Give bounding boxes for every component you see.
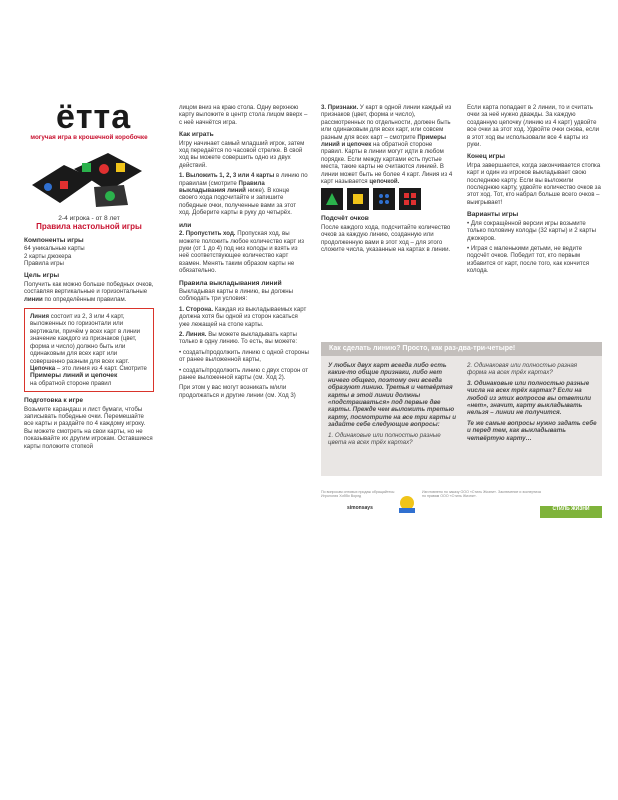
- prep-continued: лицом вниз на краю стола. Одну верхнюю карту выложите в центр стола лицом вверх – с неё начнётся игра.: [179, 104, 308, 126]
- or-label: или: [179, 221, 192, 229]
- svg-text:simonsays: simonsays: [347, 505, 373, 510]
- goal-text: Получить как можно больше победных очков, составляя вертикальные и горизонтальные линии по определённым правилам.: [24, 280, 154, 303]
- variant-item: • Играя с маленькими детьми, не ведите подсчёт очков. Победит тот, кто первым избавится от карт, после того, как кончится колода.: [467, 245, 602, 275]
- column-4: [467, 104, 602, 278]
- rule-features: 3. Признаки. У карт в одной линии каждый из признаков (цвет, форма и число), рассмотренных по отдельности, должен быть или одинаковым для всех карт, или совсем разным для всех карт – смотрите Примеры линий и цепочек на обратной стороне правил. Карты в линии могут идти в любом порядке. Если между картами есть пустые места, такие карты не считаются линией. В линии может быть не более 4 карт. Линия из 4 карт называется цепочкой.: [321, 104, 453, 186]
- tagline: могучая игра в крошечной коробочке: [30, 134, 148, 141]
- prep-heading: Подготовка к игре: [24, 397, 84, 405]
- line-rules-text: Выкладывая карты в линию, вы должны соблюдать три условия:: [179, 287, 294, 303]
- footer-legal: Изготовлено по заказу ООО «Стиль Жизни». Заключение и экспертиза по правам ООО «Стиль Жизни».: [422, 490, 541, 499]
- game-box-illustration: [24, 145, 152, 209]
- rule-line-bullet: • создать/продолжить линию с одной стороны от ранее выложенной карты,: [179, 349, 309, 364]
- goal-heading: Цель игры: [24, 272, 60, 280]
- mascot-logo: [395, 494, 419, 514]
- how-to-make-line-banner: Как сделать линию? Просто, как раз-два-три-четыре!: [321, 342, 602, 356]
- scoring-text: После каждого хода, подсчитайте количество очков за каждую линию, созданную или продолженную вами в этот ход – для этого сложите числа, указанные на картах в линии.: [321, 223, 451, 254]
- card-icon: [399, 188, 421, 210]
- components-item: 2 карты джокера: [24, 252, 72, 260]
- column-1: [24, 100, 154, 453]
- variants-heading: Варианты игры: [467, 211, 519, 219]
- how-to-play-text: Игру начинает самый младший игрок, затем ход передаётся по часовой стрелке. В свой ход вы можете совершить одно из двух действий.: [179, 139, 305, 169]
- column-2: [179, 104, 309, 402]
- scoring-continued: Если карта попадает в 2 линии, то и считать очки за неё нужно дважды. За каждую созданную цепочку (линию из 4 карт) удвойте все очки за этот ход. Удвойте очки снова, если в этот ход вы использовали все 4 карты из руки.: [467, 104, 600, 149]
- components-heading: Компоненты игры: [24, 236, 84, 244]
- simonsays-logo: [347, 494, 389, 510]
- scoring-heading: Подсчёт очков: [321, 215, 369, 223]
- rule-line-end: При этом у вас могут возникать м/или продолжаться и другие линии (см. Ход 3): [179, 384, 296, 399]
- components-item: 64 уникальные карты: [24, 245, 85, 253]
- rules-title: Правила настольной игры: [36, 222, 142, 232]
- card-icons: [321, 188, 455, 210]
- examples-ref: Примеры линий и цепочек: [30, 372, 118, 380]
- prep-text: Возьмите карандаш и лист бумаги, чтобы записывать победные очки. Перемешайте все карты и раздайте по 4 каждому игроку. Вы можете смотреть на свои карты, но не показывайте их другим игрокам. Оставшиеся карты положите стопкой: [24, 405, 153, 450]
- option-1: 1. Выложить 1, 2, 3 или 4 карты в линию по правилам (смотрите Правила выкладывания линий ниже). В конце своего хода подсчитайте и запишите победные очки, полученные вами за этот ход. Доберите карты в руку до четырёх.: [179, 172, 308, 217]
- game-logo: ётта: [56, 98, 132, 136]
- game-end-text: Игра завершается, когда закончивается стопка карт и один из игроков выкладывает свою последнюю карту. Если вы выложили последнюю карту, удвойте количество очков за этот ход. Тот, кто набрал больше всего очков – выигрывает!: [467, 161, 601, 206]
- components-item: Правила игры: [24, 260, 64, 268]
- card-icon: [373, 188, 395, 210]
- how-to-right: 2. Одинаковая или полностью разная форма на всех трёх картах? 3. Одинаковые или полностью разные числа на всех трёх картах? Если на любой из этих вопросов вы ответили «нет», значит, карту выкладывать нельзя – линии не получится. Те же самые вопросы нужно задать себе и перед тем, как выкладывать четвёртую карту…: [467, 362, 597, 442]
- how-to-left: У любых двух карт всегда либо есть какие-то общие признаки, либо нет ничего общего, поэтому они всегда образуют линию. Третья и четвёртая карты в этой линии должны «подстраиваться» под первые две карты. Прежде чем выложить третью карту, посмотрите на все три карты и задайте себе следующие вопросы: 1. Одинаковые или полностью разные цвета на всех трёх картах?: [328, 362, 456, 447]
- style-zhizni-badge: СТИЛЬ ЖИЗНИ: [540, 506, 602, 518]
- how-to-play-heading: Как играть: [179, 131, 214, 139]
- rule-line-bullet: • создать/продолжить линию с двух сторон от ранее выложенной карты (см. Ход 2).: [179, 367, 309, 382]
- rule-line: 2. Линия. Вы можете выкладывать карты только в одну линию. То есть, вы можете:: [179, 330, 298, 346]
- option-2: 2. Пропустить ход. Пропуская ход, вы можете положить любое количество карт из руки (от 1 до 4) под низ колоды и взять из неё соответствующее количество карт взамен. Менять таким образом карты не обязательно.: [179, 230, 305, 275]
- player-age-info: 2-4 игрока - от 8 лет: [58, 215, 120, 222]
- footer-distributor: По вопросам оптовых продаж обращайтесь: Игрология Хобби Ворлд: [321, 490, 396, 499]
- rule-side: 1. Сторона. Каждая из выкладываемых карт должна хотя бы одной из сторон касаться уже лежащей на столе карты.: [179, 305, 307, 328]
- line-definition-box: Линия состоит из 2, 3 или 4 карт, выложенных по горизонтали или вертикали, причём у всех карт в линии значение каждого из признаков (цвет, форма и число) должно быть или одинаковым для всех карт или совершенно разным для всех карт. Цепочка – это линия из 4 карт. Смотрите Примеры линий и цепочек на обратной стороне правил: [24, 308, 154, 392]
- card-icon: [347, 188, 369, 210]
- card-icon: [321, 188, 343, 210]
- column-3: [321, 104, 455, 257]
- variant-item: • Для сокращённой версии игры возьмите только половину колоды (32 карты) и 2 карты джокеров.: [467, 220, 602, 242]
- line-rules-heading: Правила выкладывания линий: [179, 279, 282, 287]
- game-end-heading: Конец игры: [467, 153, 506, 161]
